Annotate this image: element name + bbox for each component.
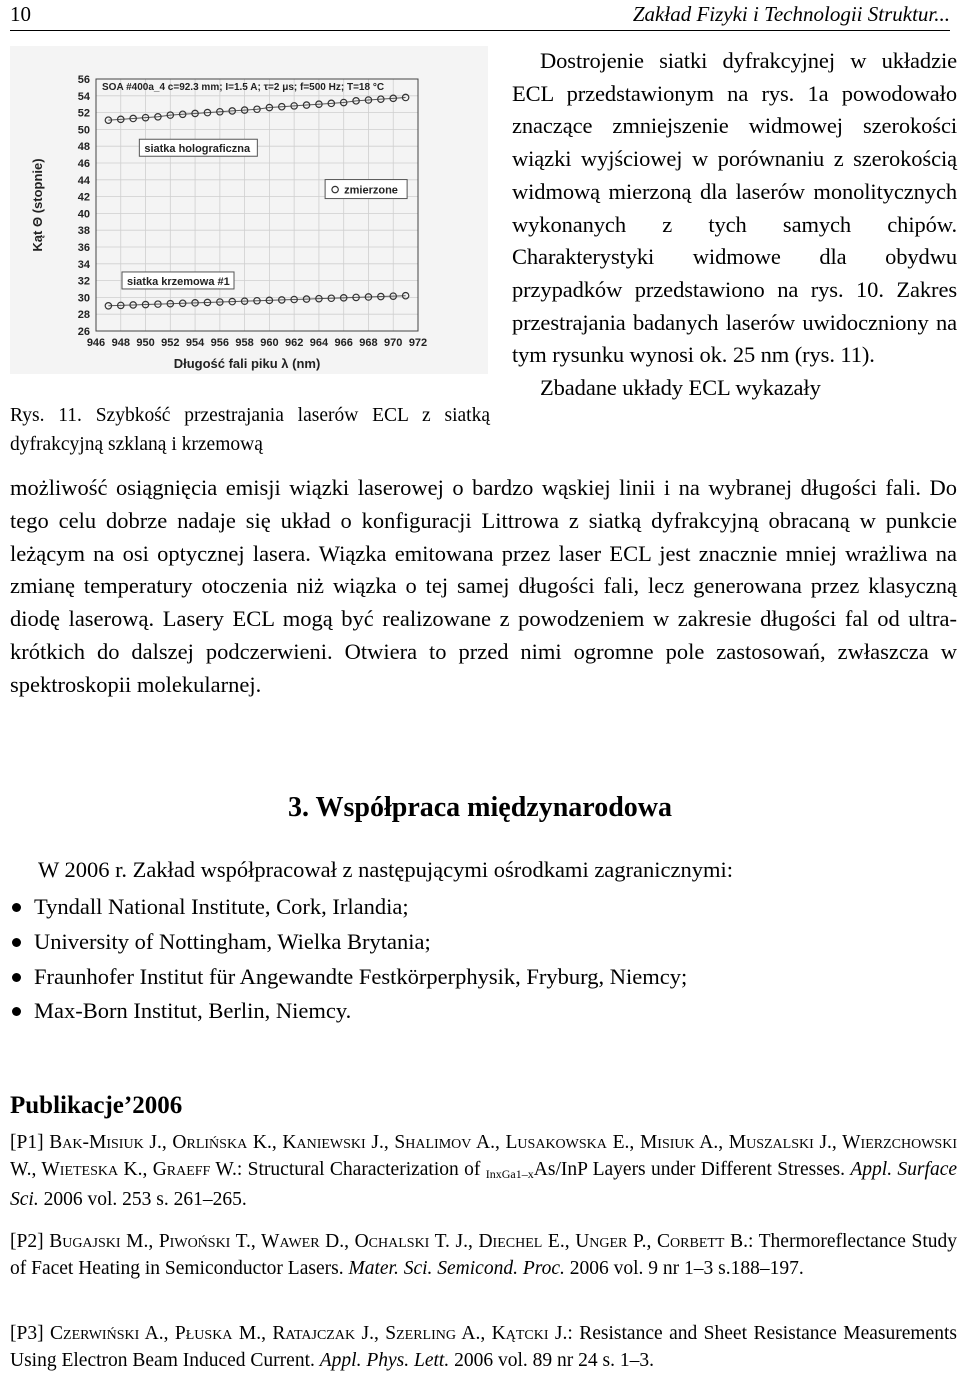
paragraph-ecl-results: możliwość osiągnięcia emisji wiązki laserowej o bardzo wąskiej linii i na wybranej długości fali. Do tego celu dobrze nadaje się układ o konfiguracji Littrowa z siatką dyfrakcyjną obracaną w punkcie leżącym na osi optycznej lasera. Wiązka emitowana przez laser ECL jest znacznie mniej wrażliwa na zmianę temperatury otoczenia niż wiązka o tej samej długości fali, lecz generowana przez klasyczną diodę laserową. Lasery ECL mogą być realizowane z powodzeniem w zakresie długości fal od ultra- krótkich do dalszej podczerwieni. Otwiera to przed nimi ogromne pole zastosowań, zwłaszcza w spektroskopii molekularnej. [10,475,957,697]
series-line-0 [108,97,405,120]
x-tick-label: 962 [284,337,304,349]
y-tick-label: 56 [77,74,90,86]
x-tick-label: 946 [86,337,106,349]
publication-p1: [P1] Bak-Misiuk J., Orlińska K., Kaniewski J., Shalimov A., Lusakowska E., Misiuk A., Muszalski J., Wierzchowski W., Wieteska K., Graeff W.: Structural Characterization of $_{InxGa1-x}$As/InP Layers under Different Stresses. Appl. Surface Sci. 2006 vol. 253 s. 261–265. [10,1132,958,1210]
pub-tag: [P3] [10,1323,44,1344]
x-tick-label: 948 [111,337,130,349]
x-tick-label: 968 [359,337,378,349]
figure-rys-11 [10,46,488,374]
y-tick-label: 54 [77,90,90,103]
paragraph-ecl-tuning: Dostrojenie siatki dyfrakcyjnej w układzie ECL przedstawionym na rys. 1a powodowało znaczące zmniejszenie widmowej szerokości wiązki wyjściowej w porównaniu z szerokością widmową mierzoną dla laserów monolitycznych wykonanych z tych samych chipów. Charakterystyki widmowe dla obydwu przypadków przedstawiono na rys. 10. Zakres przestrajania badanych laserów uwidoczniony na tym rysunku wynosi ok. 25 nm (rys. 11). [512,48,957,368]
x-tick-label: 966 [334,337,353,349]
y-tick-label: 40 [77,208,90,221]
partners-list [10,890,957,1029]
y-tick-label: 44 [77,174,90,187]
pub-journal: Mater. Sci. Semicond. Proc. [348,1257,565,1279]
section-heading: 3. Współpraca międzynarodowa [288,792,672,823]
pub-formula-index: 1–x [515,1166,534,1181]
x-tick-label: 956 [210,337,230,349]
x-tick-label: 960 [260,337,279,349]
pub-tag: [P1] [10,1132,44,1153]
y-tick-label: 28 [77,309,90,322]
pub-details: 2006 vol. 253 s. 261–265. [43,1189,247,1210]
pub-formula-element: As [533,1158,556,1180]
y-axis-label: Kąt Θ (stopnie) [30,158,45,252]
pub-authors: Bak-Misiuk J., Orlińska K., Kaniewski J., Shalimov A., Lusakowska E., Misiuk A., Muszalski J., Wierzchowski W., Wieteska K., Graeff W. [10,1132,957,1180]
list-item: Fraunhofer Institut für Angewandte Festkörperphysik, Fryburg, Niemcy; [10,960,957,995]
y-tick-label: 26 [77,326,90,338]
x-tick-label: 972 [408,337,428,349]
y-tick-label: 38 [77,225,90,238]
side-text-column [512,45,957,405]
y-tick-label: 42 [77,191,90,204]
pub-authors: Czerwiński A., Płuska M., Ratajczak J., Szerling A., Kątcki J. [50,1323,568,1344]
y-tick-label: 34 [77,258,90,271]
list-item: University of Nottingham, Wielka Brytania; [10,925,957,960]
publication-p3: [P3] Czerwiński A., Płuska M., Ratajczak J., Szerling A., Kątcki J.: Resistance and Sheet Resistance Measurements Using Electron Beam Induced Current. Appl. Phys. Lett. 2006 vol. 89 nr 24 s. 1–3. [10,1323,957,1371]
x-tick-label: 952 [161,337,180,349]
list-item: Tyndall National Institute, Cork, Irlandia; [10,890,957,925]
pub-title-end: /InP Layers under Different Stresses. [555,1158,845,1180]
publication-p2: [P2] Bugajski M., Piwoński T., Wawer D., Ochalski T. J., Diechel E., Unger P., Corbett B.: Thermoreflectance Study of Facet Heating in Semiconductor Lasers. Mater. Sci. Semicond. Proc. 2006 vol. 9 nr 1–3 s.188–197. [10,1231,957,1279]
pub-title: Structural Characterization of [247,1158,486,1180]
annotation-holographic: siatka holograficzna [144,143,251,156]
y-tick-label: 32 [77,275,90,288]
pub-title: Thermoreflectance Study of Facet Heating in Semiconductor Lasers. [10,1231,957,1279]
legend-label: zmierzone [344,184,398,197]
pub-formula: InxGa [485,1166,516,1181]
x-tick-label: 970 [384,337,403,349]
annotation-silicon: siatka krzemowa #1 [127,275,230,288]
list-item: Max-Born Institut, Berlin, Niemcy. [10,994,957,1029]
running-title: Zakład Fizyki i Technologii Struktur... [632,2,950,26]
pub-title: Resistance and Sheet Resistance Measurements Using Electron Beam Induced Current. [10,1323,957,1371]
y-tick-label: 46 [77,158,90,170]
tuning-chart [10,46,488,374]
x-tick-label: 954 [185,337,205,349]
pub-tag: [P2] [10,1231,44,1252]
y-tick-label: 36 [77,242,90,254]
pub-journal: Appl. Phys. Lett. [319,1349,450,1371]
paragraph-ecl-results-start: Zbadane układy ECL wykazały [540,375,821,401]
x-tick-label: 964 [309,337,329,349]
pub-journal: Appl. Surface Sci. [10,1158,958,1210]
page-number: 10 [10,2,31,26]
cooperation-intro: W 2006 r. Zakład współpracował z następującymi ośrodkami zagranicznymi: [38,857,733,882]
chart-title: SOA #400a_4 c=92.3 mm; I=1.5 A; τ=2 μs; f=500 Hz; T=18 °C [102,82,385,93]
figure-caption: Rys. 11. Szybkość przestrajania laserów ECL z siatką dyfrakcyjną szklaną i krzemową [10,405,490,455]
y-tick-label: 50 [77,124,90,137]
y-tick-label: 52 [77,107,90,120]
running-header [10,0,950,31]
pub-details: 2006 vol. 89 nr 24 s. 1–3. [454,1349,654,1371]
x-tick-label: 958 [235,337,254,349]
x-tick-label: 950 [136,337,155,349]
publications-heading: Publikacje’2006 [10,1092,183,1119]
pub-authors: Bugajski M., Piwoński T., Wawer D., Ochalski T. J., Diechel E., Unger P., Corbett B. [49,1231,748,1252]
x-axis-label: Długość fali piku λ (nm) [173,356,321,371]
y-tick-label: 30 [77,292,90,305]
plot-frame [96,79,418,331]
y-tick-label: 48 [77,141,90,154]
pub-details: 2006 vol. 9 nr 1–3 s.188–197. [569,1257,804,1279]
